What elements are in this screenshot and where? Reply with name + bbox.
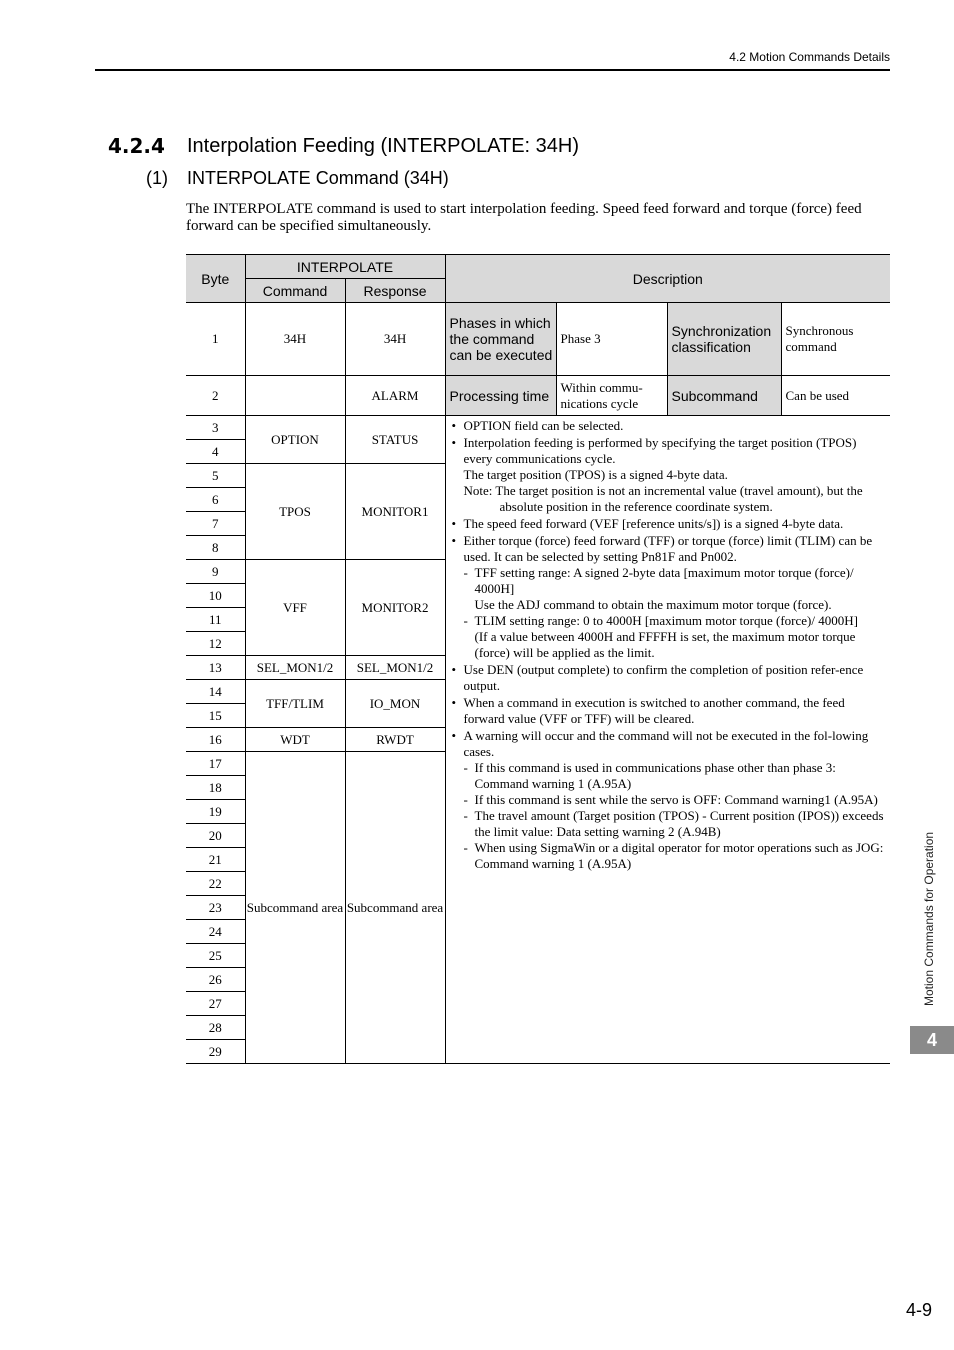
byte-cell: 15 [186,704,245,728]
byte-cell: 3 [186,416,245,440]
header-description: Description [445,255,890,303]
desc-subitem: - The travel amount (Target position (TPOS) - Current position (IPOS)) exceeds the limit value: Data setting warning 2 (A.94B) [464,808,887,840]
byte-cell: 9 [186,560,245,584]
command-cell: TFF/TLIM [245,680,345,728]
byte-cell: 14 [186,680,245,704]
byte-cell: 2 [186,376,245,416]
header-response: Response [345,279,445,303]
subsection-title: INTERPOLATE Command (34H) [187,168,449,188]
command-cell: SEL_MON1/2 [245,656,345,680]
description-cell [445,416,890,1064]
desc-bullet: • When a command in execution is switched to another command, the feed forward value (VFF or TFF) will be cleared. [452,695,887,727]
byte-cell: 18 [186,776,245,800]
processing-time-label: Processing time [445,376,556,416]
response-cell: RWDT [345,728,445,752]
header-command: Command [245,279,345,303]
byte-cell: 7 [186,512,245,536]
command-cell: Subcommand area [245,752,345,1064]
byte-cell: 17 [186,752,245,776]
running-header: 4.2 Motion Commands Details [729,50,890,64]
byte-cell: 4 [186,440,245,464]
byte-cell: 24 [186,920,245,944]
response-cell: MONITOR2 [345,560,445,656]
sync-value: Synchronous command [781,303,890,376]
phases-value: Phase 3 [556,303,667,376]
desc-subitem: - When using SigmaWin or a digital operator for motor operations such as JOG: Command warning 1 (A.95A) [464,840,887,872]
command-cell: 34H [245,303,345,376]
command-cell: VFF [245,560,345,656]
desc-bullet: • Use DEN (output complete) to confirm the completion of position refer-ence output. [452,662,887,694]
section-number: 4.2.4 [108,134,165,158]
command-cell: OPTION [245,416,345,464]
command-table [186,254,890,1064]
byte-cell: 29 [186,1040,245,1064]
subcommand-label: Subcommand [667,376,781,416]
sync-label: Synchronization classification [667,303,781,376]
byte-cell: 11 [186,608,245,632]
intro-paragraph: The INTERPOLATE command is used to start interpolation feeding. Speed feed forward and torque (force) feed forward can be specified simultaneously. [186,201,862,234]
response-cell: SEL_MON1/2 [345,656,445,680]
response-cell: IO_MON [345,680,445,728]
phases-label: Phases in which the command can be executed [445,303,556,376]
subsection-number: (1) [146,168,168,188]
desc-bullet: • A warning will occur and the command will not be executed in the fol-lowing cases. - If this command is used in communications phase other than phase 3: Command warning 1 (A.95A) - If this command is sent while the servo is OFF: Command warning1 (A.95A) - The travel amount (Target position (TPOS) - Current position (IPOS)) exceeds the limit value: Data setting warning 2 (A.94B) - When using SigmaWin or a digital operator for motor operations such as JOG: Command warning 1 (A.95A) [452,728,887,872]
byte-cell: 12 [186,632,245,656]
byte-cell: 6 [186,488,245,512]
response-cell: MONITOR1 [345,464,445,560]
desc-subitem: - TLIM setting range: 0 to 4000H [maximum motor torque (force)/ 4000H] (If a value between 4000H and FFFFH is set, the maximum motor torque (force) will be applied as the limit. [464,613,887,661]
page-number: 4-9 [905,1300,932,1320]
byte-cell: 22 [186,872,245,896]
response-cell: STATUS [345,416,445,464]
byte-cell: 27 [186,992,245,1016]
byte-cell: 20 [186,824,245,848]
command-cell: WDT [245,728,345,752]
desc-subitem: - If this command is used in communications phase other than phase 3: Command warning 1 (A.95A) [464,760,887,792]
header-rule [95,69,890,71]
command-cell: TPOS [245,464,345,560]
section-title: Interpolation Feeding (INTERPOLATE: 34H) [187,135,580,157]
byte-cell: 10 [186,584,245,608]
processing-time-value: Within commu-nications cycle [556,376,667,416]
chapter-tab: 4 [910,1026,954,1054]
response-cell: ALARM [345,376,445,416]
desc-subitem: - TFF setting range: A signed 2-byte data [maximum motor torque (force)/ 4000H] Use the ADJ command to obtain the maximum motor torque (force). [464,565,887,613]
byte-cell: 25 [186,944,245,968]
byte-cell: 8 [186,536,245,560]
byte-cell: 26 [186,968,245,992]
desc-bullet: • The speed feed forward (VEF [reference units/s]) is a signed 4-byte data. [452,516,887,532]
byte-cell: 1 [186,303,245,376]
response-cell: 34H [345,303,445,376]
desc-bullet: • OPTION field can be selected. [452,418,887,434]
header-interpolate: INTERPOLATE [245,255,445,279]
byte-cell: 23 [186,896,245,920]
byte-cell: 19 [186,800,245,824]
byte-cell: 16 [186,728,245,752]
byte-cell: 5 [186,464,245,488]
desc-bullet: • Interpolation feeding is performed by specifying the target position (TPOS) every communications cycle. The target position (TPOS) is a signed 4-byte data. Note: The target position is not an incremental value (travel amount), but the absolute position in the reference coordinate system. [452,435,887,515]
byte-cell: 28 [186,1016,245,1040]
command-cell [245,376,345,416]
subcommand-value: Can be used [781,376,890,416]
desc-subitem: - If this command is sent while the servo is OFF: Command warning1 (A.95A) [464,792,887,808]
byte-cell: 21 [186,848,245,872]
side-tab-label: Motion Commands for Operation [922,831,936,1006]
response-cell: Subcommand area [345,752,445,1064]
header-byte: Byte [186,255,245,303]
desc-bullet: • Either torque (force) feed forward (TFF) or torque (force) limit (TLIM) can be used. It can be selected by setting Pn81F and Pn002. - TFF setting range: A signed 2-byte data [maximum motor torque (force)/ 4000H] Use the ADJ command to obtain the maximum motor torque (force). - TLIM setting range: 0 to 4000H [maximum motor torque (force)/ 4000H] (If a value between 4000H and FFFFH is set, the maximum motor torque (force) will be applied as the limit. [452,533,887,661]
byte-cell: 13 [186,656,245,680]
